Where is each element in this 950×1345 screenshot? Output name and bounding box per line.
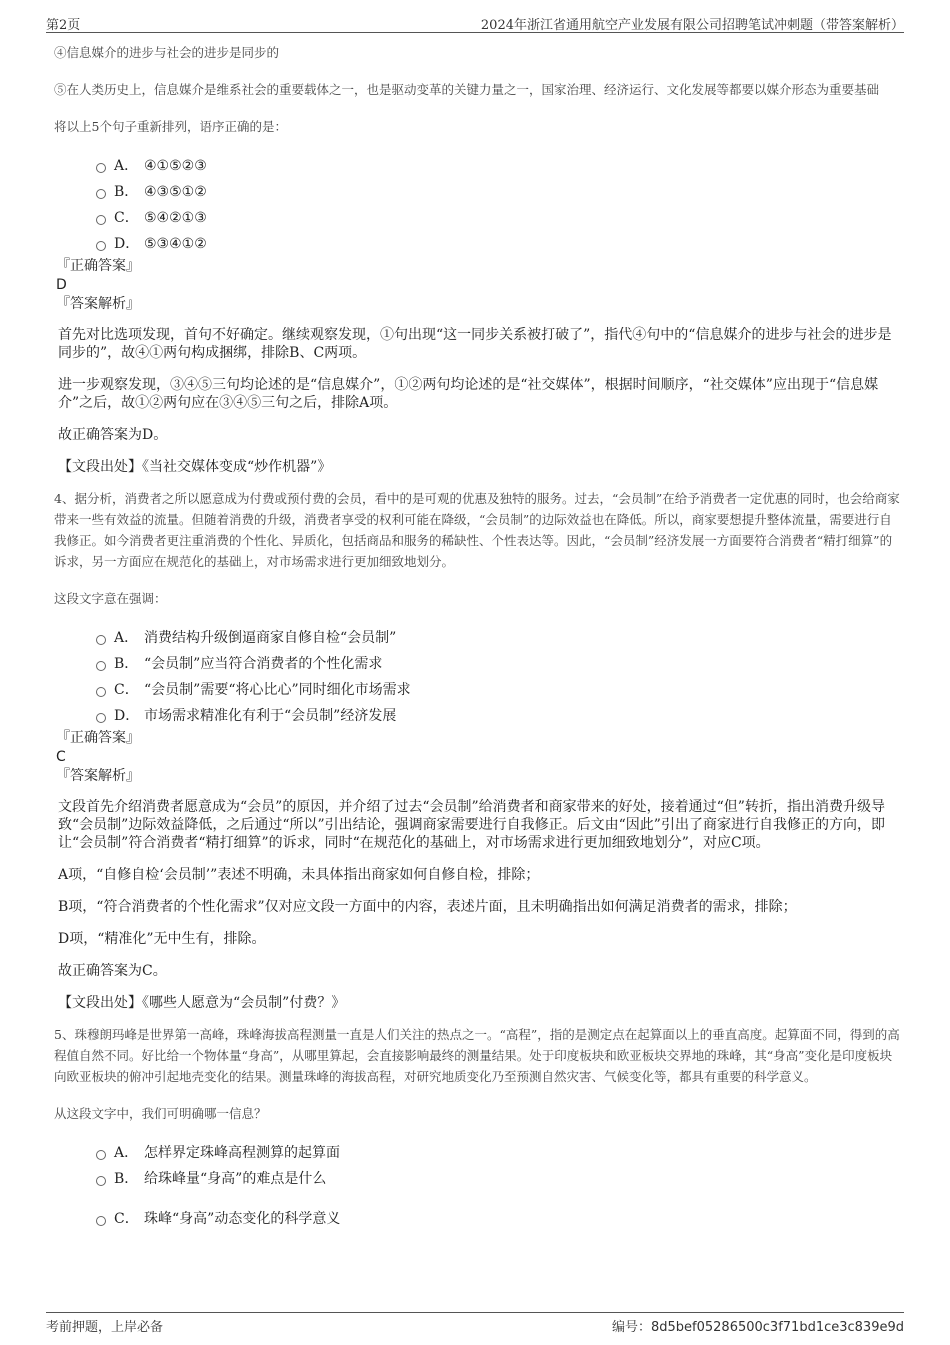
q4-analysis-1: 文段首先介绍消费者愿意成为“会员”的原因，并介绍了过去“会员制”给消费者和商家带来的好处，接着通过“但”转折，指出消费升级导致“会员制”边际效益降低，之后通过“所以”引出结论，强调商家需要进行自我修正。后文由“因此”引出了商家进行自我修正的方向，即让“会员制”符合消费者“精打细算”的诉求，同时“在规范化的基础上，对市场需求进行更加细致地划分”，对应C项。 bbox=[58, 799, 885, 851]
footer-slogan: 考前押题，上岸必备 bbox=[46, 1320, 164, 1335]
radio-icon[interactable] bbox=[96, 163, 106, 173]
radio-icon[interactable] bbox=[96, 241, 106, 251]
q3-analysis-1: 首先对比选项发现，首句不好确定。继续观察发现，①句出现“这一同步关系被打破了”，指代④句中的“信息媒介的进步与社会的进步是同步的”，故④①两句构成捆绑，排除B、C两项。 bbox=[58, 327, 892, 361]
radio-icon[interactable] bbox=[96, 687, 106, 697]
document-title: 2024年浙江省通用航空产业发展有限公司招聘笔试冲刺题（带答案解析） bbox=[480, 18, 904, 33]
q5-option-a[interactable]: A． 怎样界定珠峰高程测算的起算面 bbox=[96, 1140, 902, 1166]
q3-option-c[interactable]: C． ⑤④②①③ bbox=[96, 205, 902, 231]
footer-code-label: 编号： bbox=[611, 1320, 651, 1335]
q4-analysis-4: D项，“精准化”无中生有，排除。 bbox=[58, 931, 266, 947]
radio-icon[interactable] bbox=[96, 635, 106, 645]
q4-answer: C bbox=[56, 749, 66, 765]
page-number: 第2页 bbox=[46, 18, 81, 33]
q3-analysis-label: 『答案解析』 bbox=[56, 296, 140, 312]
page-footer bbox=[46, 1312, 904, 1337]
q4-stem: 4、据分析，消费者之所以愿意成为付费或预付费的会员，看中的是可观的优惠及独特的服务。过去，“会员制”在给予消费者一定优惠的同时，也会给商家带来一些有效益的流量。但随着消费的升级，消费者享受的权利可能在降级，“会员制”的边际效益也在降低。所以，商家要想提升整体流量，需要进行自我修正。如今消费者更注重消费的个性化、异质化，包括商品和服务的稀缺性、个性表达等。因此，“会员制”经济发展一方面要符合消费者“精打细算”的诉求，另一方面应在规范化的基础上，对市场需求进行更加细致地划分。 bbox=[54, 491, 900, 569]
radio-icon[interactable] bbox=[96, 1150, 106, 1160]
radio-icon[interactable] bbox=[96, 661, 106, 671]
radio-icon[interactable] bbox=[96, 1216, 106, 1226]
page-header bbox=[46, 12, 904, 33]
q4-analysis-label: 『答案解析』 bbox=[56, 768, 140, 784]
q3-answer: D bbox=[56, 277, 67, 293]
q4-answer-label: 『正确答案』 bbox=[56, 730, 140, 746]
q3-analysis-2: 进一步观察发现，③④⑤三句均论述的是“信息媒介”，①②两句均论述的是“社交媒体”，根据时间顺序，“社交媒体”应出现于“信息媒介”之后，故①②两句应在③④⑤三句之后，排除A项。 bbox=[58, 377, 879, 411]
q3-options bbox=[96, 153, 902, 257]
q3-answer-label: 『正确答案』 bbox=[56, 258, 140, 274]
q3-source: 【文段出处】《当社交媒体变成“炒作机器”》 bbox=[58, 459, 332, 475]
q5-stem: 5、珠穆朗玛峰是世界第一高峰，珠峰海拔高程测量一直是人们关注的热点之一。“高程”，指的是测定点在起算面以上的垂直高度。起算面不同，得到的高程值自然不同。好比给一个物体量“身高”，从哪里算起，会直接影响最终的测量结果。处于印度板块和欧亚板块交界地的珠峰，其“身高”变化是印度板块向欧亚板块的俯冲引起地壳变化的结果。测量珠峰的海拔高程，对研究地质变化乃至预测自然灾害、气候变化等，都具有重要的科学意义。 bbox=[54, 1027, 900, 1084]
radio-icon[interactable] bbox=[96, 713, 106, 723]
q4-options bbox=[96, 625, 902, 729]
q5-options bbox=[96, 1140, 902, 1232]
q3-option-b[interactable]: B． ④③⑤①② bbox=[96, 179, 902, 205]
q4-option-d[interactable]: D． 市场需求精准化有利于“会员制”经济发展 bbox=[96, 703, 902, 729]
q5-prompt: 从这段文字中，我们可明确哪一信息？ bbox=[54, 1106, 267, 1121]
radio-icon[interactable] bbox=[96, 215, 106, 225]
footer-code-value: 8d5bef05286500c3f71bd1ce3c839e9d bbox=[651, 1320, 904, 1335]
radio-icon[interactable] bbox=[96, 1176, 106, 1186]
q3-line-5: ⑤在人类历史上，信息媒介是维系社会的重要载体之一，也是驱动变革的关键力量之一，国家治理、经济运行、文化发展等都要以媒介形态为重要基础 bbox=[54, 82, 880, 97]
q4-analysis-2: A项，“自修自检‘会员制’”表述不明确，未具体指出商家如何自修自检，排除； bbox=[58, 867, 540, 883]
q4-option-c[interactable]: C． “会员制”需要“将心比心”同时细化市场需求 bbox=[96, 677, 902, 703]
q4-analysis-5: 故正确答案为C。 bbox=[58, 963, 167, 979]
q3-analysis-3: 故正确答案为D。 bbox=[58, 427, 168, 443]
q3-prompt: 将以上5个句子重新排列，语序正确的是： bbox=[54, 119, 287, 134]
q5-option-b[interactable]: B． 给珠峰量“身高”的难点是什么 bbox=[96, 1166, 902, 1192]
page-content bbox=[54, 42, 902, 1232]
q4-prompt: 这段文字意在强调： bbox=[54, 591, 167, 606]
q3-option-a[interactable]: A． ④①⑤②③ bbox=[96, 153, 902, 179]
q4-option-b[interactable]: B． “会员制”应当符合消费者的个性化需求 bbox=[96, 651, 902, 677]
q4-analysis-3: B项，“符合消费者的个性化需求”仅对应文段一方面中的内容，表述片面，且未明确指出如何满足消费者的需求，排除； bbox=[58, 899, 797, 915]
footer-code bbox=[612, 1316, 904, 1335]
q4-option-a[interactable]: A． 消费结构升级倒逼商家自修自检“会员制” bbox=[96, 625, 902, 651]
q5-option-c[interactable]: C． 珠峰“身高”动态变化的科学意义 bbox=[96, 1206, 902, 1232]
radio-icon[interactable] bbox=[96, 189, 106, 199]
q4-source: 【文段出处】《哪些人愿意为“会员制”付费？》 bbox=[58, 995, 346, 1011]
q3-line-4: ④信息媒介的进步与社会的进步是同步的 bbox=[54, 45, 280, 60]
q3-option-d[interactable]: D． ⑤③④①② bbox=[96, 231, 902, 257]
